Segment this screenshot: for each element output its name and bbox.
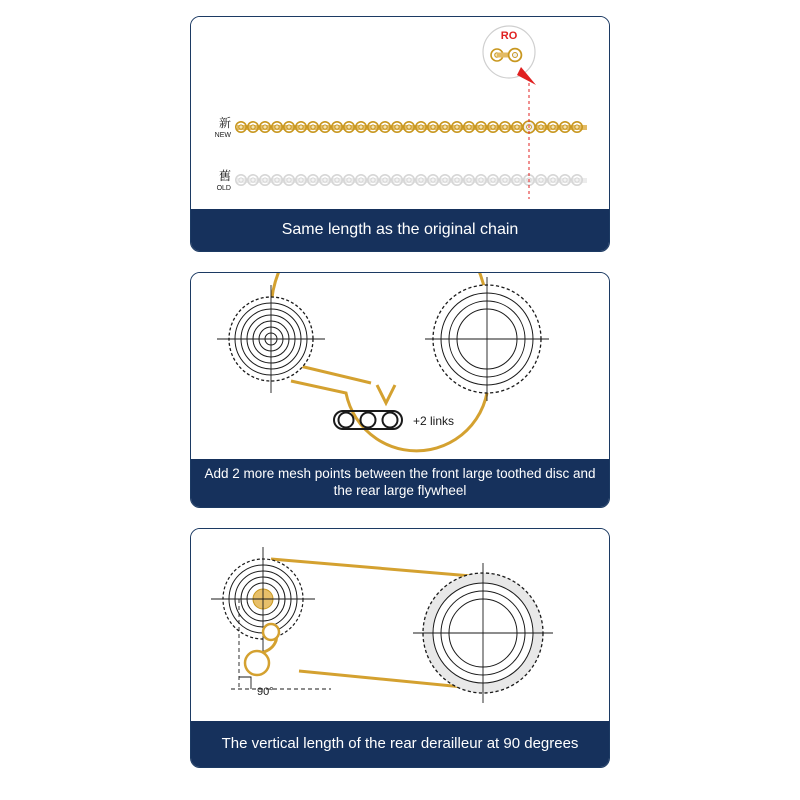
card-same-length-caption: Same length as the original chain bbox=[191, 209, 609, 251]
new-chain-label-latin: NEW bbox=[214, 132, 231, 139]
chain-comparison-svg bbox=[191, 17, 609, 209]
two-link-detail bbox=[334, 411, 402, 429]
card-same-length bbox=[190, 16, 610, 252]
rear-cassette-90 bbox=[413, 563, 553, 703]
card-add-two-links bbox=[190, 272, 610, 508]
drivetrain-two-links-svg bbox=[191, 273, 609, 459]
old-chain-graphic bbox=[236, 175, 587, 185]
rear-cassette bbox=[425, 277, 549, 401]
derailleur-90-svg bbox=[191, 529, 609, 721]
magnifier-badge-label: RO bbox=[500, 30, 518, 42]
old-chain-label-latin: OLD bbox=[216, 185, 231, 192]
chain-slack-pointer bbox=[377, 385, 395, 403]
new-chain-label-cjk: 新 bbox=[218, 116, 231, 130]
card-add-two-links-illustration bbox=[191, 273, 609, 459]
magnifier-callout bbox=[483, 26, 536, 85]
card-add-two-links-caption: Add 2 more mesh points between the front large toothed disc and the rear large flywheel bbox=[191, 459, 609, 507]
new-chain-graphic bbox=[236, 121, 587, 133]
card-vertical-90 bbox=[190, 528, 610, 768]
angle-label-90: 90° bbox=[257, 686, 274, 698]
card-vertical-90-illustration bbox=[191, 529, 609, 721]
card-vertical-90-caption: The vertical length of the rear derailleur at 90 degrees bbox=[191, 721, 609, 767]
two-links-label: +2 links bbox=[413, 414, 455, 428]
front-chainring bbox=[217, 285, 325, 393]
card-same-length-illustration bbox=[191, 17, 609, 209]
old-chain-label-cjk: 舊 bbox=[218, 169, 231, 183]
